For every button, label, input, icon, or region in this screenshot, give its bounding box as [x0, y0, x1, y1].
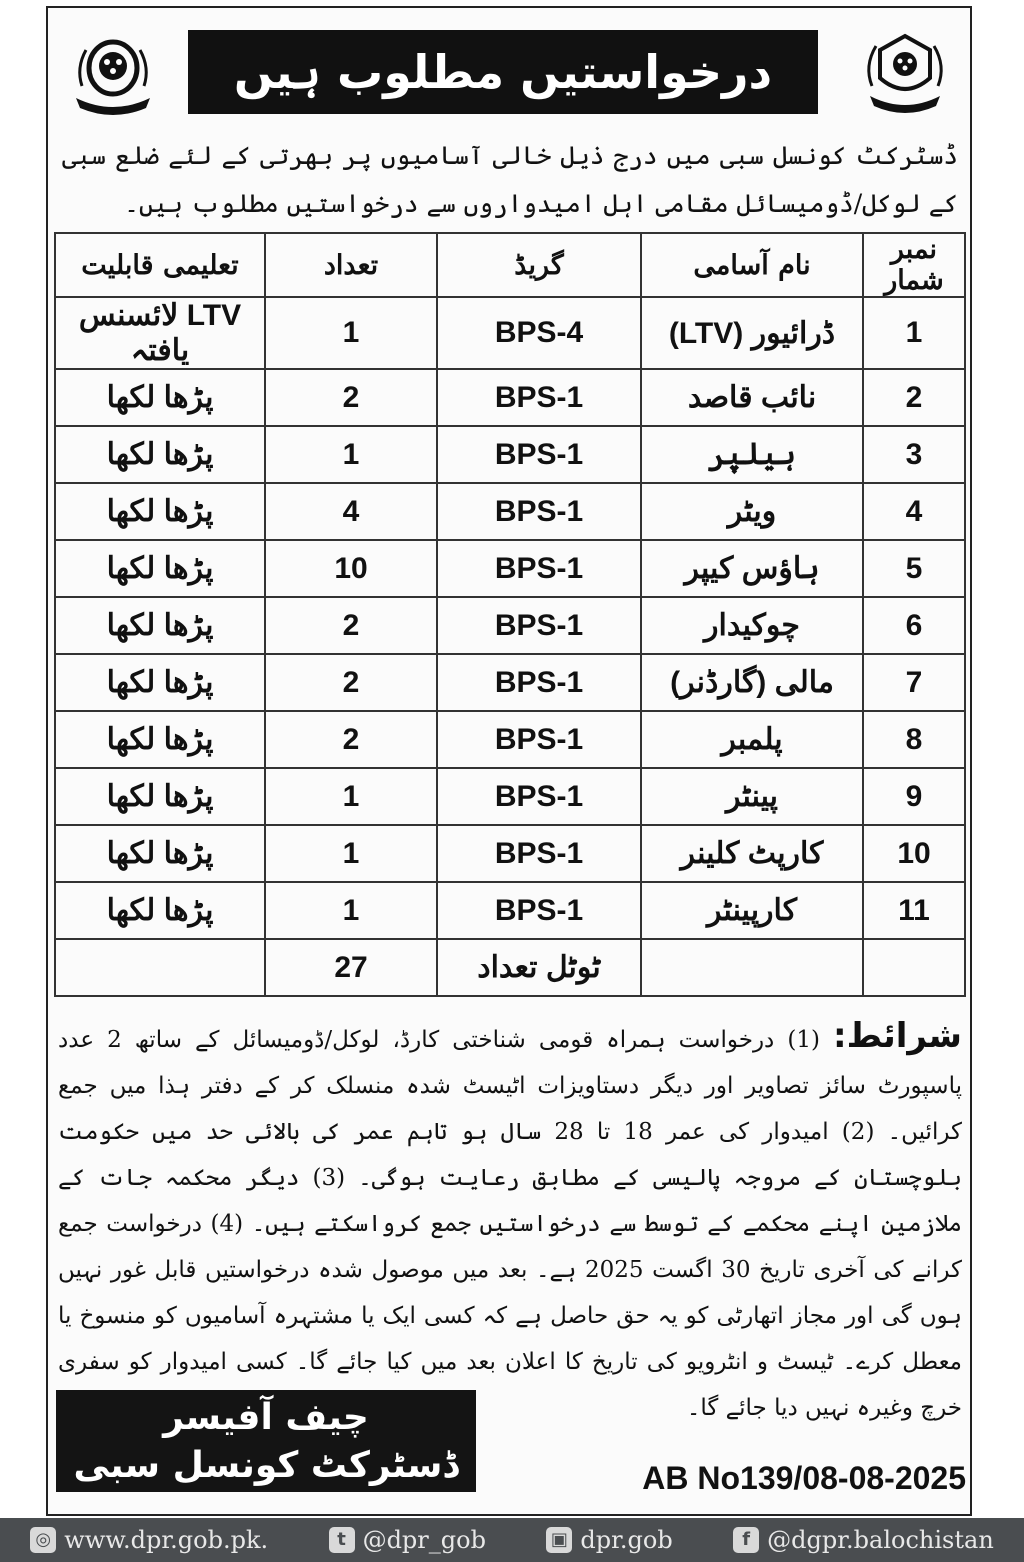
- table-row: [55, 882, 965, 939]
- globe-icon: ◎: [30, 1527, 56, 1553]
- table-row: [55, 711, 965, 768]
- cell-grade: BPS-1: [437, 711, 641, 768]
- cell-post: ڈرائیور (LTV): [641, 297, 863, 369]
- government-emblem-icon: [860, 28, 950, 118]
- cell-empty: [55, 939, 265, 996]
- cell-count: 2: [265, 711, 437, 768]
- cell-grade: BPS-1: [437, 825, 641, 882]
- cell-serial: 11: [863, 882, 965, 939]
- cell-grade: BPS-1: [437, 426, 641, 483]
- cell-grade: BPS-1: [437, 654, 641, 711]
- government-emblem-icon: [68, 28, 158, 118]
- cell-post: کارپینٹر: [641, 882, 863, 939]
- cell-post: نائب قاصد: [641, 369, 863, 426]
- cell-count: 10: [265, 540, 437, 597]
- cell-post: مالی (گارڈنر): [641, 654, 863, 711]
- cell-count: 1: [265, 297, 437, 369]
- table-row: [55, 426, 965, 483]
- cell-qualification: پڑھا لکھا: [55, 825, 265, 882]
- total-value: 27: [265, 939, 437, 996]
- footer-other[interactable]: [546, 1526, 672, 1554]
- footer-website-text: www.dpr.gob.pk.: [64, 1526, 269, 1554]
- footer-twitter[interactable]: [329, 1526, 486, 1554]
- cell-qualification: پڑھا لکھا: [55, 768, 265, 825]
- conditions-heading: شرائط:: [832, 1016, 962, 1056]
- cell-qualification: LTV لائسنس یافتہ: [55, 297, 265, 369]
- cell-qualification: پڑھا لکھا: [55, 426, 265, 483]
- cell-qualification: پڑھا لکھا: [55, 882, 265, 939]
- cell-grade: BPS-1: [437, 540, 641, 597]
- cell-grade: BPS-1: [437, 369, 641, 426]
- footer-twitter-text: @dpr_gob: [362, 1526, 486, 1554]
- cell-post: ہاؤس کیپر: [641, 540, 863, 597]
- social-icon: ▣: [546, 1527, 572, 1553]
- cell-qualification: پڑھا لکھا: [55, 483, 265, 540]
- table-total-row: [55, 939, 965, 996]
- footer-facebook-text: @dgpr.balochistan: [767, 1526, 994, 1554]
- cell-serial: 7: [863, 654, 965, 711]
- footer-website[interactable]: [30, 1526, 268, 1554]
- cell-qualification: پڑھا لکھا: [55, 711, 265, 768]
- cell-qualification: پڑھا لکھا: [55, 540, 265, 597]
- facebook-icon: f: [733, 1527, 759, 1553]
- vacancies-table: [54, 232, 966, 997]
- table-row: [55, 369, 965, 426]
- cell-serial: 6: [863, 597, 965, 654]
- cell-grade: BPS-1: [437, 483, 641, 540]
- cell-grade: BPS-1: [437, 882, 641, 939]
- header-serial: نمبر شمار: [863, 233, 965, 297]
- table-row: [55, 483, 965, 540]
- table-row: [55, 768, 965, 825]
- cell-count: 1: [265, 768, 437, 825]
- cell-empty: [863, 939, 965, 996]
- cell-post: چوکیدار: [641, 597, 863, 654]
- cell-post: کارپٹ کلینر: [641, 825, 863, 882]
- cell-count: 1: [265, 882, 437, 939]
- header-count: تعداد: [265, 233, 437, 297]
- advertisement-page: [46, 6, 972, 1516]
- cell-serial: 3: [863, 426, 965, 483]
- twitter-icon: t: [329, 1527, 355, 1553]
- footer-facebook[interactable]: [733, 1526, 994, 1554]
- advertisement-reference: AB No139/08-08-2025: [642, 1460, 966, 1496]
- cell-serial: 9: [863, 768, 965, 825]
- cell-qualification: پڑھا لکھا: [55, 597, 265, 654]
- cell-count: 2: [265, 369, 437, 426]
- cell-grade: BPS-1: [437, 597, 641, 654]
- table-row: [55, 654, 965, 711]
- page-title: درخواستیں مطلوب ہیں: [233, 45, 773, 99]
- cell-serial: 8: [863, 711, 965, 768]
- cell-serial: 5: [863, 540, 965, 597]
- signature-title: چیف آفیسر: [163, 1397, 369, 1438]
- cell-count: 2: [265, 597, 437, 654]
- cell-grade: BPS-4: [437, 297, 641, 369]
- header-grade: گریڈ: [437, 233, 641, 297]
- signature-block: [56, 1390, 476, 1492]
- table-row: [55, 597, 965, 654]
- signature-office: ڈسٹرکٹ کونسل سبی: [73, 1445, 459, 1486]
- header-qualification: تعلیمی قابلیت: [55, 233, 265, 297]
- cell-qualification: پڑھا لکھا: [55, 369, 265, 426]
- cell-grade: BPS-1: [437, 768, 641, 825]
- table-row: [55, 825, 965, 882]
- cell-empty: [641, 939, 863, 996]
- cell-post: پلمبر: [641, 711, 863, 768]
- cell-count: 1: [265, 426, 437, 483]
- cell-post: ویٹر: [641, 483, 863, 540]
- conditions-section: [58, 1013, 962, 1431]
- cell-serial: 10: [863, 825, 965, 882]
- table-header-row: [55, 233, 965, 297]
- cell-post: ہیلپر: [641, 426, 863, 483]
- cell-post: پینٹر: [641, 768, 863, 825]
- total-label: ٹوٹل تعداد: [437, 939, 641, 996]
- cell-count: 4: [265, 483, 437, 540]
- header-post: نام آسامی: [641, 233, 863, 297]
- footer-bar: [0, 1518, 1024, 1562]
- footer-other-text: dpr.gob: [580, 1526, 673, 1554]
- cell-serial: 4: [863, 483, 965, 540]
- conditions-text: (1) درخواست ہمراہ قومی شناختی کارڈ، لوکل/ڈومیسائل کے ساتھ 2 عدد پاسپورٹ سائز تصاویر اور دیگر دستاویزات اٹیسٹ شدہ منسلک کر کے دفتر ہذا میں جمع کرائیں۔ (2) امیدوار کی عمر 18 تا 28 سال ہو تاہم عمر کی بالائی حد میں حکومت بلوچستان کے مروجہ پالیسی کے مطابق رعایت ہوگی۔ (3) دیگر محکمہ جات کے ملازمین اپنے محکمے کے توسط سے درخواستیں جمع کرواسکتے ہیں۔ (4) درخواست جمع کرانے کی آخری تاریخ 30 اگست 2025 ہے۔ بعد میں موصول شدہ درخواستیں قابل غور نہیں ہوں گی اور مجاز اتھارٹی کو یہ حق حاصل ہے کہ کسی ایک یا مشتہرہ آسامیوں کو منسوخ یا معطل کرے۔ ٹیسٹ و انٹرویو کی تاریخ کا اعلان بعد میں کیا جائے گا۔ کسی امیدوار کو سفری خرچ وغیرہ نہیں دیا جائے گا۔: [58, 1027, 963, 1421]
- table-row: [55, 297, 965, 369]
- table-row: [55, 540, 965, 597]
- cell-count: 2: [265, 654, 437, 711]
- cell-qualification: پڑھا لکھا: [55, 654, 265, 711]
- intro-paragraph: ڈسٹرکٹ کونسل سبی میں درج ذیل خالی آسامیوں پر بھرتی کے لئے ضلع سبی کے لوکل/ڈومیسائل مقامی اہل امیدواروں سے درخواستیں مطلوب ہیں۔: [62, 141, 958, 218]
- cell-serial: 2: [863, 369, 965, 426]
- cell-serial: 1: [863, 297, 965, 369]
- page-title-banner: [188, 30, 818, 114]
- cell-count: 1: [265, 825, 437, 882]
